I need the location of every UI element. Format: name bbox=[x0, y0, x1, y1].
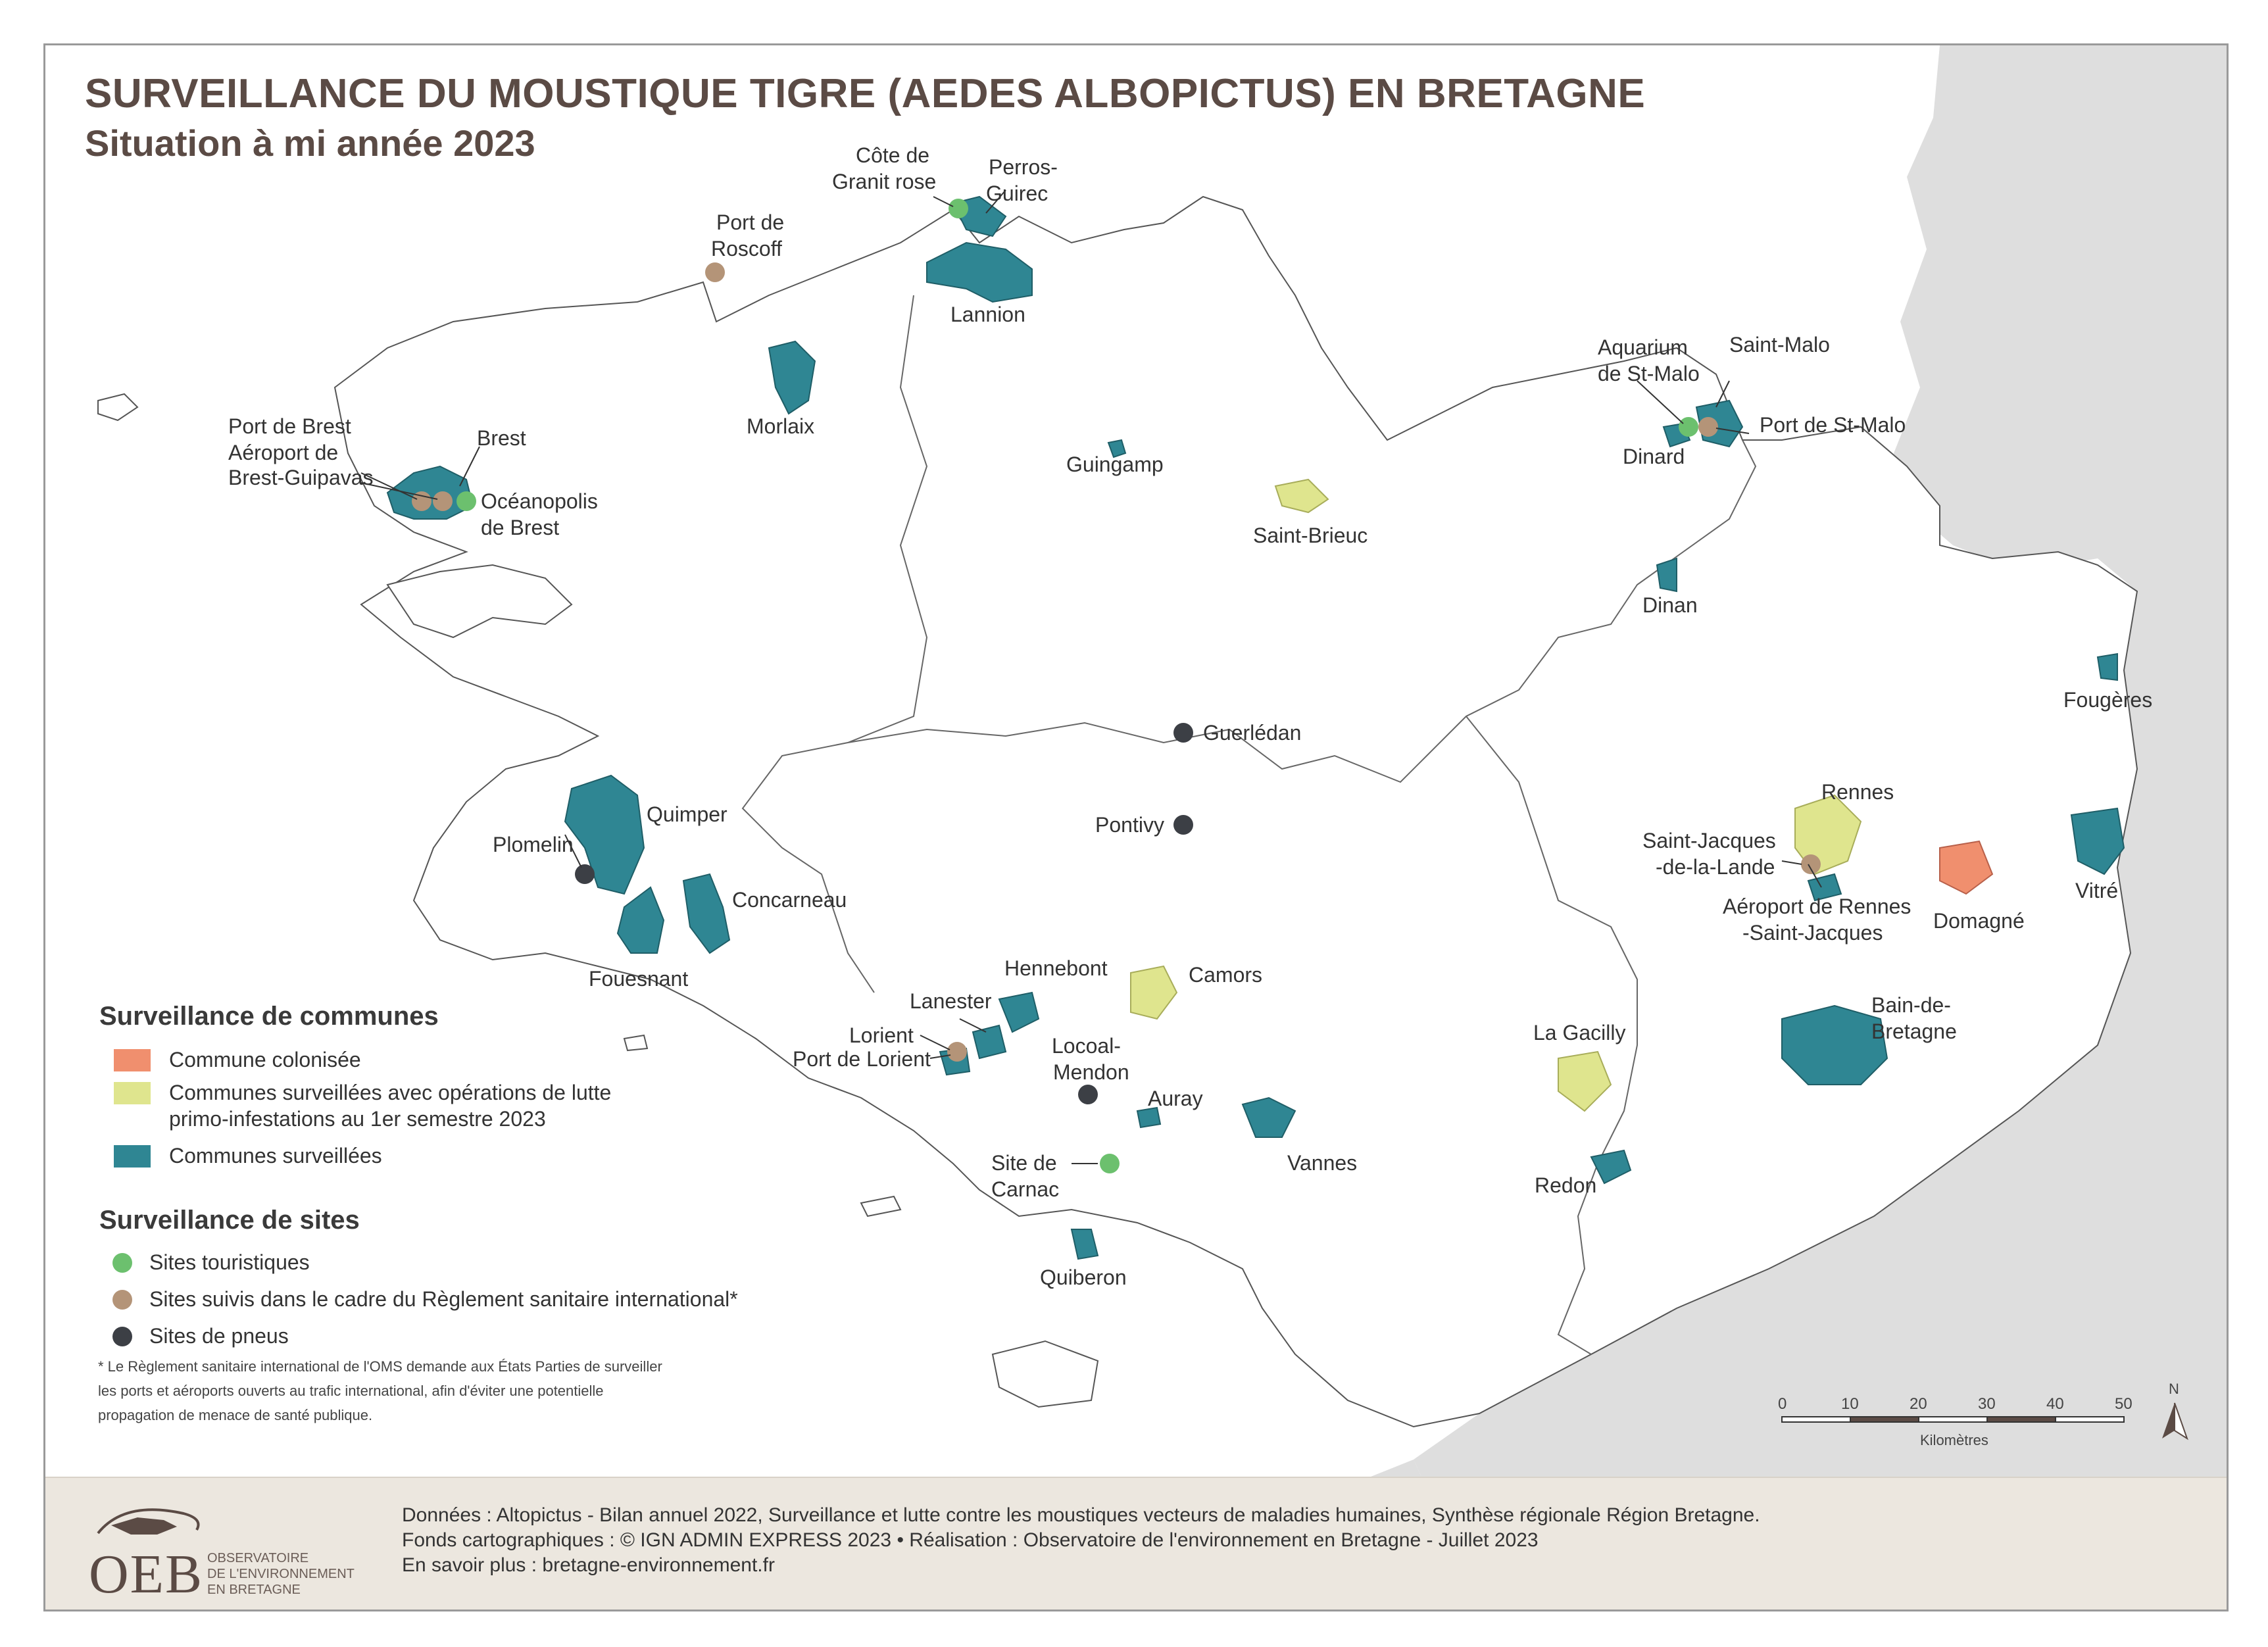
legend-sites-title: Surveillance de sites bbox=[99, 1206, 360, 1235]
label-carnac-1: Site de bbox=[991, 1151, 1057, 1175]
label-port-brest: Port de Brest bbox=[228, 414, 351, 438]
label-carnac-2: Carnac bbox=[991, 1177, 1060, 1201]
map-subtitle: Situation à mi année 2023 bbox=[85, 122, 535, 164]
island-belle-ile bbox=[993, 1341, 1098, 1407]
label-sjdl-1: Saint-Jacques bbox=[1642, 829, 1776, 852]
legend-swatch-lutte bbox=[114, 1082, 151, 1104]
scale-tick-0: 0 bbox=[1778, 1395, 1787, 1413]
footer-credits: Fonds cartographiques : © IGN ADMIN EXPRESS 2023 • Réalisation : Observatoire de l'environnement en Bretagne - Juillet 2023 bbox=[402, 1529, 1539, 1551]
footer-sources: Données : Altopictus - Bilan annuel 2022, Surveillance et lutte contre les moustiques vecteurs de maladies humaines, Synthèse régionale Région Bretagne. bbox=[402, 1504, 1760, 1526]
commune-lanester bbox=[973, 1025, 1006, 1058]
scale-tick-40: 40 bbox=[2046, 1395, 2064, 1413]
site-pontivy bbox=[1173, 815, 1193, 835]
label-pontivy: Pontivy bbox=[1095, 813, 1164, 837]
label-guerledan: Guerlédan bbox=[1203, 721, 1302, 745]
label-lanester: Lanester bbox=[910, 989, 992, 1013]
site-aeroport-rennes bbox=[1801, 854, 1821, 874]
logo-text bbox=[207, 1550, 355, 1598]
label-perros-2: Guirec bbox=[986, 182, 1048, 205]
label-lorient: Lorient bbox=[849, 1023, 914, 1047]
label-sjdl-2: -de-la-Lande bbox=[1656, 855, 1775, 879]
label-locoal-2: Mendon bbox=[1053, 1060, 1129, 1084]
label-brest: Brest bbox=[477, 426, 526, 450]
label-aeroport-rennes-2: -Saint-Jacques bbox=[1742, 921, 1883, 945]
label-bain-1: Bain-de- bbox=[1871, 993, 1951, 1017]
site-oceanopolis bbox=[456, 491, 476, 511]
label-cote-granit-1: Côte de bbox=[856, 143, 930, 167]
label-aquarium-2: de St-Malo bbox=[1598, 362, 1700, 385]
label-concarneau: Concarneau bbox=[732, 888, 847, 912]
label-lannion: Lannion bbox=[950, 303, 1025, 326]
footnote-line: les ports et aéroports ouverts au trafic international, afin d'éviter une potentielle bbox=[98, 1383, 604, 1399]
footnote bbox=[98, 1354, 756, 1427]
label-redon: Redon bbox=[1535, 1173, 1597, 1197]
label-roscoff-2: Roscoff bbox=[711, 237, 782, 260]
scale-tick-30: 30 bbox=[1978, 1395, 1996, 1413]
label-auray: Auray bbox=[1148, 1087, 1203, 1110]
legend-label-pneus: Sites de pneus bbox=[149, 1324, 289, 1348]
label-guingamp: Guingamp bbox=[1066, 453, 1164, 476]
site-port-lorient bbox=[947, 1042, 967, 1062]
label-saint-malo: Saint-Malo bbox=[1729, 333, 1830, 356]
map-frame bbox=[43, 43, 2229, 1611]
scale-unit: Kilomètres bbox=[1920, 1432, 1988, 1448]
label-cote-granit-2: Granit rose bbox=[832, 170, 937, 193]
site-locoal-mendon bbox=[1078, 1085, 1098, 1104]
commune-auray bbox=[1137, 1108, 1160, 1127]
label-perros-1: Perros- bbox=[989, 155, 1058, 179]
scale-tick-50: 50 bbox=[2115, 1395, 2132, 1413]
label-aeroport-rennes-1: Aéroport de Rennes bbox=[1723, 895, 1911, 918]
label-oceanopolis-2: de Brest bbox=[481, 516, 560, 539]
legend-swatch-colonisee bbox=[114, 1049, 151, 1071]
legend-swatch-surveillees bbox=[114, 1145, 151, 1168]
label-aquarium-1: Aquarium bbox=[1598, 335, 1688, 359]
label-locoal-1: Locoal- bbox=[1052, 1034, 1121, 1058]
label-dinan: Dinan bbox=[1642, 593, 1698, 617]
island-ouessant bbox=[98, 394, 137, 420]
footnote-line: propagation de menace de santé publique. bbox=[98, 1407, 373, 1423]
site-aeroport-brest bbox=[433, 491, 453, 511]
logo-text-line: OBSERVATOIRE bbox=[207, 1551, 309, 1565]
label-hennebont: Hennebont bbox=[1004, 956, 1108, 980]
site-guerledan bbox=[1173, 723, 1193, 743]
commune-fougeres bbox=[2098, 654, 2117, 680]
footer-link[interactable]: En savoir plus : bretagne-environnement.fr bbox=[402, 1554, 775, 1576]
label-morlaix: Morlaix bbox=[747, 414, 815, 438]
label-fouesnant: Fouesnant bbox=[589, 967, 689, 991]
island-glenan bbox=[624, 1035, 647, 1050]
label-domagne: Domagné bbox=[1933, 909, 2025, 933]
commune-bain-de-bretagne bbox=[1782, 1006, 1887, 1085]
label-aeroport-brest-1: Aéroport de bbox=[228, 441, 339, 464]
legend-dot-rsi bbox=[112, 1290, 132, 1310]
scale-tick-20: 20 bbox=[1910, 1395, 1927, 1413]
footnote-line: * Le Règlement sanitaire international de l'OMS demande aux États Parties de surveiller bbox=[98, 1358, 662, 1375]
legend-label-surveillees: Communes surveillées bbox=[169, 1144, 382, 1168]
north-label: N bbox=[2169, 1381, 2179, 1397]
site-cote-granit-rose bbox=[949, 199, 968, 218]
label-quiberon: Quiberon bbox=[1040, 1266, 1127, 1289]
label-camors: Camors bbox=[1189, 963, 1263, 987]
label-port-st-malo: Port de St-Malo bbox=[1760, 413, 1906, 437]
label-saint-brieuc: Saint-Brieuc bbox=[1253, 524, 1368, 547]
legend-label-rsi: Sites suivis dans le cadre du Règlement sanitaire international* bbox=[149, 1287, 738, 1311]
label-rennes: Rennes bbox=[1821, 780, 1894, 804]
label-oceanopolis-1: Océanopolis bbox=[481, 489, 598, 513]
label-vannes: Vannes bbox=[1287, 1151, 1358, 1175]
legend-dot-pneus bbox=[112, 1327, 132, 1346]
site-carnac bbox=[1100, 1154, 1120, 1173]
legend-label-touristiques: Sites touristiques bbox=[149, 1250, 310, 1274]
site-plomelin bbox=[575, 864, 595, 884]
label-vitre: Vitré bbox=[2075, 879, 2119, 902]
scale-tick-10: 10 bbox=[1841, 1395, 1859, 1413]
commune-quiberon bbox=[1072, 1229, 1098, 1259]
commune-dinan bbox=[1657, 558, 1677, 591]
label-roscoff-1: Port de bbox=[716, 210, 785, 234]
legend-dot-touristiques bbox=[112, 1253, 132, 1273]
site-aquarium-st-malo bbox=[1679, 417, 1698, 437]
legend-label-lutte-1: Communes surveillées avec opérations de lutte bbox=[169, 1081, 612, 1104]
logo-oeb: OEB bbox=[89, 1544, 203, 1605]
legend-label-colonisee: Commune colonisée bbox=[169, 1048, 361, 1071]
site-port-roscoff bbox=[705, 262, 725, 282]
logo-text-line: EN BRETAGNE bbox=[207, 1583, 301, 1597]
label-plomelin: Plomelin bbox=[493, 833, 574, 856]
label-la-gacilly: La Gacilly bbox=[1533, 1021, 1626, 1045]
logo-text-line: DE L'ENVIRONNEMENT bbox=[207, 1567, 355, 1581]
label-bain-2: Bretagne bbox=[1871, 1020, 1957, 1043]
island-groix bbox=[861, 1196, 900, 1216]
scale-bar bbox=[1782, 1417, 2124, 1422]
map-title: SURVEILLANCE DU MOUSTIQUE TIGRE (AEDES ALBOPICTUS) EN BRETAGNE bbox=[85, 71, 1646, 116]
label-dinard: Dinard bbox=[1623, 445, 1685, 468]
legend-communes-title: Surveillance de communes bbox=[99, 1002, 439, 1031]
legend-label-lutte-2: primo-infestations au 1er semestre 2023 bbox=[169, 1107, 546, 1131]
label-quimper: Quimper bbox=[647, 802, 727, 826]
label-fougeres: Fougères bbox=[2063, 688, 2153, 712]
label-port-lorient: Port de Lorient bbox=[793, 1047, 931, 1071]
label-aeroport-brest-2: Brest-Guipavas bbox=[228, 466, 374, 489]
footer bbox=[45, 1477, 2227, 1611]
site-port-st-malo bbox=[1698, 417, 1718, 437]
